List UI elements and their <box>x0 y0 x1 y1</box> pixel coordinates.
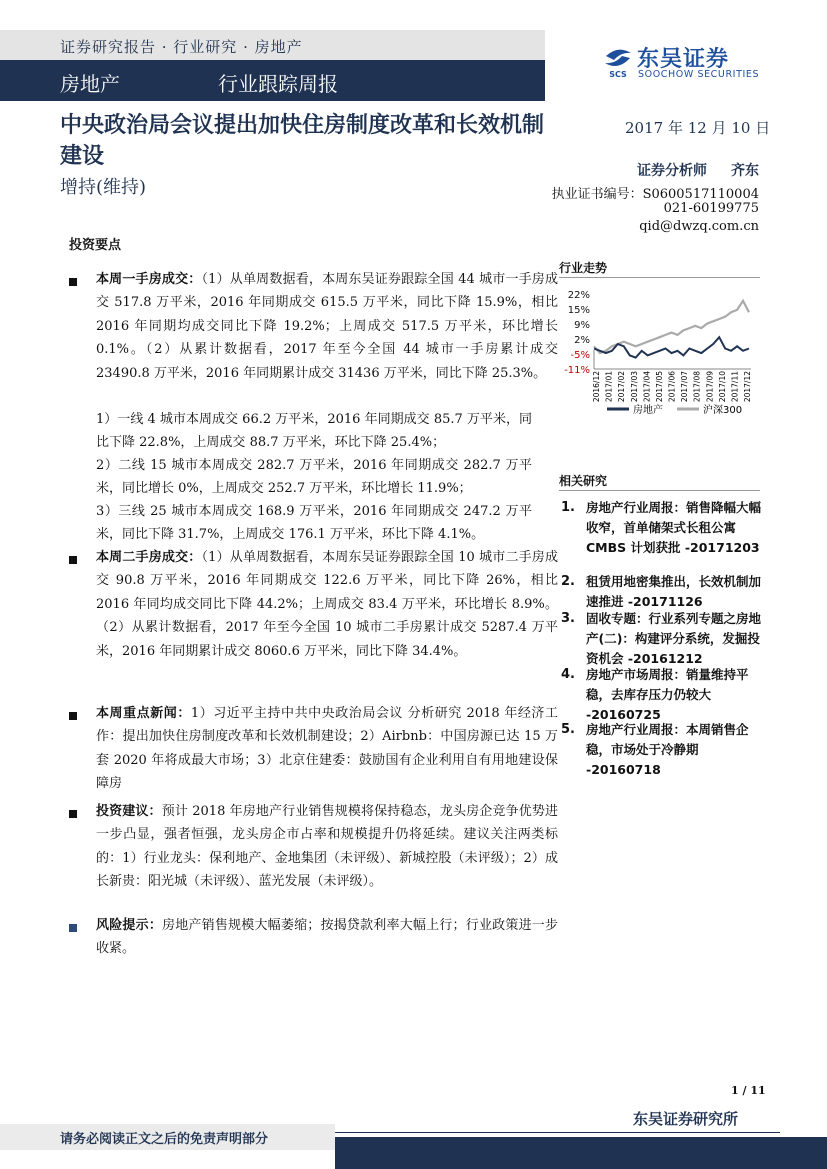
related-item[interactable]: 房地产行业周报：销售降幅大幅收窄，首单储架式长租公寓 CMBS 计划获批 -20171203 <box>586 500 762 555</box>
related-number: 2. <box>561 574 575 589</box>
x-tick-label: 2017/12 <box>743 371 752 403</box>
x-tick-label: 2017/05 <box>654 371 664 403</box>
point-label: 本周二手房成交： <box>96 550 202 565</box>
x-tick-label: 2017/11 <box>730 371 740 403</box>
logo-name: 东吴证券 <box>637 47 730 72</box>
related-title: 相关研究 <box>559 474 608 488</box>
x-tick-label: 2016/12 <box>592 371 601 403</box>
y-tick-label: -5% <box>570 350 590 361</box>
point-risk <box>96 914 558 961</box>
page-number: 1 / 11 <box>731 1084 766 1097</box>
y-tick-label: -11% <box>564 365 590 376</box>
x-tick-label: 2017/03 <box>629 371 639 403</box>
bullet-icon <box>69 556 77 564</box>
bullet-icon <box>69 712 77 720</box>
top-breadcrumb-bar <box>0 30 545 60</box>
y-tick-label: 9% <box>574 320 590 331</box>
x-tick-label: 2017/04 <box>642 371 652 403</box>
key-points-title: 投资要点 <box>69 238 122 253</box>
x-tick-label: 2017/10 <box>717 371 727 403</box>
series-line-realestate <box>594 337 749 357</box>
analyst-name: 齐东 <box>731 163 759 179</box>
point-text: 预计 2018 年房地产行业销售规模将保持稳态，龙头房企竞争优势进一步凸显，强者恒强，龙头房企市占率和规模提升仍将延续。建议关注两类标的：1）行业龙头：保利地产、金地集团（未评级）、新城控股（未评级）；2）成长新贵：阳光城（未评级）、蓝光发展（未评级）。 <box>96 804 558 890</box>
logo-mark-icon <box>601 43 635 79</box>
analyst-line <box>637 160 759 180</box>
analyst-phone: 021-60199775 <box>663 201 759 216</box>
company-logo <box>601 43 781 83</box>
trend-chart <box>559 285 764 420</box>
related-number: 5. <box>561 722 575 737</box>
x-tick-label: 2017/01 <box>604 371 614 403</box>
bullet-icon <box>69 810 77 818</box>
point-key-news <box>96 702 558 796</box>
x-tick-label: 2017/02 <box>617 371 627 403</box>
report-type-label: 行业跟踪周报 <box>218 72 338 96</box>
point-label: 投资建议： <box>96 804 162 819</box>
legend-label: 沪深300 <box>703 405 743 416</box>
point-text: 1）习近平主持中共中央政治局会议 分析研究 2018 年经济工作：提出加快住房制度改革和长效机制建设；2）Airbnb：中国房源已达 15 万套 2020 年将成最大市场；3）北京住建委：鼓励国有企业利用自有用地建设保障房 <box>96 706 558 792</box>
point-new-home-sales <box>96 268 558 385</box>
bullet-icon <box>69 924 77 932</box>
y-tick-label: 22% <box>567 290 590 301</box>
related-item[interactable]: 租赁用地密集推出，长效机制加速推进 -20171126 <box>586 574 762 609</box>
footer-org: 东吴证券研究所 <box>633 1110 739 1128</box>
related-number: 4. <box>561 667 575 682</box>
related-item[interactable]: 固收专题：行业系列专题之房地产(二)：构建评分系统，发掘投资机会 -20161212 <box>586 611 762 666</box>
sub-point-tier1: 1）一线 4 城市本周成交 66.2 万平米，2016 年同期成交 85.7 万平米，同比下降 22.8%，上周成交 88.7 万平米，环比下降 25.4%； <box>96 412 532 451</box>
rating: 增持(维持) <box>60 177 147 198</box>
analyst-email[interactable]: qid@dwzq.com.cn <box>639 219 759 234</box>
point-text: （1）从单周数据看，本周东吴证券跟踪全国 44 城市一手房成交 517.8 万平米，2016 年同期成交 615.5 万平米，同比下降 15.9%，相比 2016 年同期均成交同比下降 19.2%；上周成交 517.5 万平米，环比增长 0.1%。（2）从累计数据看，2017 年至今全国 44 城市一手房累计成交 23490.8 万平米，2016 年同期累计成交 31436 万平米，同比下降 25.3%。 <box>96 272 558 381</box>
x-tick-label: 2017/08 <box>692 371 702 403</box>
point-investment-advice <box>96 800 558 894</box>
y-tick-label: 2% <box>574 335 590 346</box>
analyst-label: 证券分析师 <box>637 163 707 179</box>
sub-point-tier2: 2）二线 15 城市本周成交 282.7 万平米，2016 年同期成交 282.7 万平米，同比增长 0%，上周成交 252.7 万平米，环比增长 11.9%； <box>96 458 532 497</box>
trend-title: 行业走势 <box>559 261 608 275</box>
footer-disclaimer: 请务必阅读正文之后的免责声明部分 <box>60 1132 269 1147</box>
y-tick-label: 15% <box>567 305 590 316</box>
breadcrumb: 证券研究报告 · 行业研究 · 房地产 <box>60 38 303 56</box>
related-item[interactable]: 房地产市场周报：销量维持平稳，去库存压力仍较大 -20160725 <box>586 667 749 722</box>
point-second-hand-sales <box>96 546 558 663</box>
point-label: 本周重点新闻： <box>96 706 191 721</box>
x-tick-label: 2017/07 <box>680 371 690 403</box>
report-date: 2017 年 12 月 10 日 <box>625 119 771 137</box>
related-divider <box>559 490 760 491</box>
point-label: 风险提示： <box>96 918 163 933</box>
logo-english: SOOCHOW SECURITIES <box>638 69 760 80</box>
sub-point-tier3: 3）三线 25 城市本周成交 168.9 万平米，2016 年同期成交 247.2 万平米，同比下降 31.7%，上周成交 176.1 万平米，环比下降 4.1%。 <box>96 504 532 543</box>
related-number: 3. <box>561 611 575 626</box>
related-number: 1. <box>561 500 575 515</box>
legend-label: 房地产 <box>633 405 663 416</box>
point-label: 本周一手房成交： <box>96 272 202 287</box>
footer-band <box>335 1137 827 1169</box>
related-item[interactable]: 房地产行业周报：本周销售企稳，市场处于冷静期 -20160718 <box>586 722 749 777</box>
trend-divider <box>559 277 760 278</box>
bullet-icon <box>69 278 77 286</box>
report-title: 中央政治局会议提出加快住房制度改革和长效机制建设 <box>60 112 545 169</box>
x-tick-label: 2017/09 <box>705 371 715 403</box>
footer-disclaimer-bar <box>0 1124 335 1150</box>
point-text: 房地产销售规模大幅萎缩；按揭贷款利率大幅上行；行业政策进一步收紧。 <box>96 918 558 957</box>
analyst-license: 执业证书编号：S0600517110004 <box>551 187 759 202</box>
sector-label: 房地产 <box>60 72 120 96</box>
x-tick-label: 2017/06 <box>667 371 677 403</box>
logo-mark-text: SCS <box>609 70 627 79</box>
header-band <box>0 60 545 101</box>
point-text: （1）从单周数据看，本周东吴证券跟踪全国 10 城市二手房成交 90.8 万平米，2016 年同期成交 122.6 万平米，同比下降 26%，相比 2016 年同均成交同比下降 44.2%；上周成交 83.4 万平米，环比增长 8.9%。（2）从累计数据看，2017 年至今全国 10 城市二手房累计成交 5287.4 万平米，2016 年同期累计成交 8060.6 万平米，同比下降 34.4%。 <box>96 550 558 659</box>
